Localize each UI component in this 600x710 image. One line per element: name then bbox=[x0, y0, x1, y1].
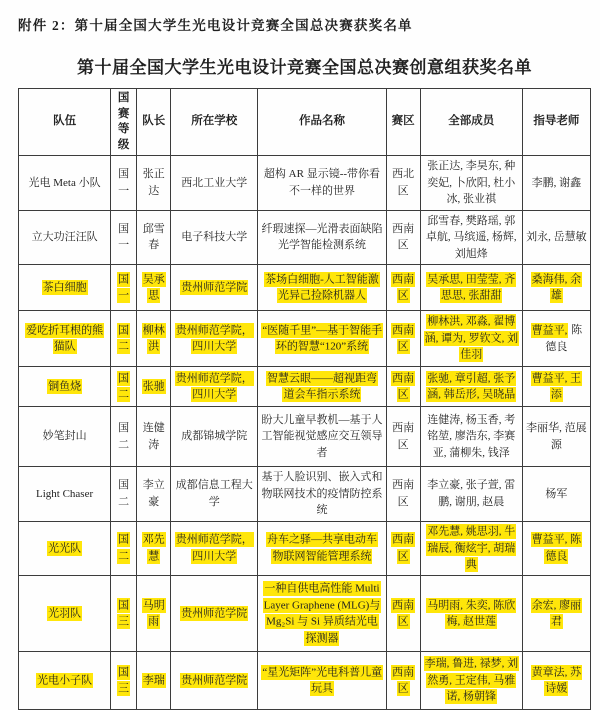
cell-text: 杨军 bbox=[545, 487, 568, 500]
cell-text: 成都锦城学院 bbox=[181, 430, 248, 443]
cell-text: 西南区 bbox=[392, 222, 415, 252]
cell-level bbox=[111, 652, 137, 710]
cell-advisors bbox=[522, 367, 590, 407]
highlighted-text: 马明雨 bbox=[142, 599, 165, 628]
cell-region bbox=[386, 467, 420, 522]
highlighted-text: “星光矩阵”光电科普儿童玩具 bbox=[262, 666, 383, 695]
table-row bbox=[19, 521, 591, 576]
highlighted-text: 舟车之驿—共享电动车物联网智能管理系统 bbox=[266, 533, 377, 563]
cell-text: 张正达 bbox=[142, 168, 165, 197]
cell-team bbox=[19, 265, 111, 311]
highlighted-text: 吴承思 bbox=[142, 273, 165, 302]
table-row bbox=[19, 576, 591, 652]
cell-region bbox=[386, 521, 420, 576]
cell-members bbox=[420, 311, 522, 367]
cell-level bbox=[111, 265, 137, 311]
cell-captain bbox=[137, 521, 171, 576]
cell-advisors bbox=[522, 265, 590, 311]
column-header-work: 作品名称 bbox=[258, 89, 386, 156]
cell-team bbox=[19, 576, 111, 652]
cell-text: 邱雪春, 樊路瑶, 郭卓航, 马缤遥, 杨辉, 刘旭烽 bbox=[425, 214, 517, 260]
highlighted-text: 张驰, 章引超, 张予涵, 韩岳形, 吴晓晶 bbox=[427, 372, 516, 401]
table-row bbox=[19, 407, 591, 467]
cell-region bbox=[386, 156, 420, 211]
highlighted-text: 国三 bbox=[118, 666, 130, 695]
cell-captain bbox=[137, 576, 171, 652]
cell-work bbox=[258, 210, 386, 265]
highlighted-text: 柳林洪, 邓淼, 翟博涵, 谭为, 罗钦文, 刘佳羽 bbox=[424, 315, 519, 361]
highlighted-text: 国二 bbox=[118, 533, 130, 563]
cell-text: 西南区 bbox=[392, 479, 415, 508]
cell-team bbox=[19, 652, 111, 710]
cell-work bbox=[258, 407, 386, 467]
cell-text: 西北工业大学 bbox=[181, 176, 248, 189]
highlighted-text: 桑海伟, 余雄 bbox=[531, 273, 582, 302]
cell-region bbox=[386, 311, 420, 367]
cell-text: 陈德良 bbox=[545, 324, 583, 353]
highlighted-text: 余宏, 廖丽君 bbox=[531, 599, 582, 628]
table-row bbox=[19, 210, 591, 265]
header-row bbox=[19, 89, 591, 156]
cell-region bbox=[386, 367, 420, 407]
awards-table-head bbox=[19, 89, 591, 156]
cell-text: 李丽华, 范展源 bbox=[526, 422, 587, 451]
cell-captain bbox=[137, 156, 171, 211]
cell-school bbox=[171, 156, 258, 211]
highlighted-text: 茶场白细胞-人工智能激光异己捡除机器人 bbox=[265, 273, 379, 302]
cell-text: 国一 bbox=[118, 168, 130, 197]
cell-text: 连健涛, 杨玉香, 考铭堃, 廖浩东, 李赛亚, 蒲柳朱, 钱泽 bbox=[427, 413, 516, 459]
cell-work bbox=[258, 576, 386, 652]
highlighted-text: 西南区 bbox=[392, 666, 415, 695]
highlighted-text: 曹益平, bbox=[531, 324, 568, 337]
cell-captain bbox=[137, 407, 171, 467]
cell-school bbox=[171, 521, 258, 576]
highlighted-text: 贵州师范学院，四川大学 bbox=[175, 533, 253, 563]
cell-members bbox=[420, 265, 522, 311]
highlighted-text: 西南区 bbox=[392, 533, 415, 563]
cell-advisors bbox=[522, 467, 590, 522]
cell-level bbox=[111, 367, 137, 407]
page-title: 第十届全国大学生光电设计竞赛全国总决赛创意组获奖名单 bbox=[77, 58, 532, 77]
cell-work bbox=[258, 652, 386, 710]
table-row bbox=[19, 467, 591, 522]
highlighted-text: 光电小子队 bbox=[37, 674, 93, 687]
cell-text: 妙笔封山 bbox=[42, 430, 87, 443]
column-header-level: 国赛等级 bbox=[111, 89, 137, 156]
cell-advisors bbox=[522, 407, 590, 467]
column-header-region: 赛区 bbox=[386, 89, 420, 156]
highlighted-text: 邓先慧, 姚思羽, 牛瑞辰, 衡炫宇, 胡瑞典 bbox=[427, 525, 516, 571]
cell-school bbox=[171, 265, 258, 311]
cell-school bbox=[171, 311, 258, 367]
cell-school bbox=[171, 652, 258, 710]
cell-text: Light Chaser bbox=[36, 487, 94, 500]
cell-advisors bbox=[522, 311, 590, 367]
cell-members bbox=[420, 367, 522, 407]
highlighted-text: 曹益平, 王添 bbox=[531, 372, 582, 401]
cell-text: 西南区 bbox=[392, 422, 415, 451]
highlighted-text: 贵州师范学院 bbox=[181, 281, 248, 294]
cell-text: 成都信息工程大学 bbox=[175, 479, 253, 508]
highlighted-text: 曹益平, 陈德良 bbox=[531, 533, 582, 563]
cell-text: 超构 AR 显示镜--带你看不一样的世界 bbox=[263, 168, 381, 197]
cell-region bbox=[386, 265, 420, 311]
cell-captain bbox=[137, 367, 171, 407]
highlighted-text: 智慧云眼——超视距弯道会车指示系统 bbox=[266, 372, 377, 401]
highlighted-text: 光羽队 bbox=[48, 607, 82, 620]
cell-text: 西北区 bbox=[392, 168, 415, 197]
cell-level bbox=[111, 467, 137, 522]
cell-team bbox=[19, 521, 111, 576]
highlighted-text: “医随千里”—基于智能手环的智慧“120”系统 bbox=[262, 324, 383, 353]
table-row bbox=[19, 156, 591, 211]
cell-members bbox=[420, 521, 522, 576]
attachment-heading: 附件 2：第十届全国大学生光电设计竞赛全国总决赛获奖名单 bbox=[18, 18, 413, 33]
cell-members bbox=[420, 210, 522, 265]
cell-team bbox=[19, 210, 111, 265]
cell-team bbox=[19, 367, 111, 407]
highlighted-text: 李瑞, 鲁进, 禄梦, 刘然勇, 王定伟, 马雅诺, 杨朝锋 bbox=[424, 657, 519, 703]
cell-members bbox=[420, 467, 522, 522]
highlighted-text: 茶白细胞 bbox=[42, 281, 87, 294]
cell-text: 国二 bbox=[118, 422, 130, 451]
cell-advisors bbox=[522, 521, 590, 576]
highlighted-text: 西南区 bbox=[392, 372, 415, 401]
cell-level bbox=[111, 576, 137, 652]
cell-level bbox=[111, 407, 137, 467]
cell-school bbox=[171, 210, 258, 265]
highlighted-text: 西南区 bbox=[392, 599, 415, 628]
cell-text: 电子科技大学 bbox=[181, 231, 248, 244]
cell-text: 李鹏, 谢鑫 bbox=[531, 176, 582, 189]
cell-text: 盼大儿童早教机—基于人工智能视觉感应交互领导者 bbox=[261, 413, 383, 459]
cell-captain bbox=[137, 265, 171, 311]
highlighted-text: 西南区 bbox=[392, 324, 415, 353]
highlighted-text: 张驰 bbox=[142, 380, 165, 393]
highlighted-text: 光光队 bbox=[48, 542, 82, 555]
highlighted-text: 贵州师范学院 bbox=[181, 607, 248, 620]
cell-team bbox=[19, 156, 111, 211]
highlighted-text: 柳林洪 bbox=[142, 324, 165, 353]
highlighted-text: 国一 bbox=[118, 273, 130, 302]
table-row bbox=[19, 265, 591, 311]
cell-text: 连健涛 bbox=[142, 422, 165, 451]
cell-level bbox=[111, 210, 137, 265]
cell-text: 国一 bbox=[118, 222, 130, 252]
highlighted-text: 李瑞 bbox=[142, 674, 165, 687]
cell-text: 张正达, 李昊东, 种奕妃, 卜欣阳, 杜小冰, 张业祺 bbox=[427, 160, 516, 206]
cell-text: 基于人脸识别、嵌入式和物联网技术的疫情防控系统 bbox=[261, 471, 383, 517]
cell-region bbox=[386, 407, 420, 467]
cell-advisors bbox=[522, 210, 590, 265]
highlighted-text: 贵州师范学院 bbox=[181, 674, 248, 687]
cell-captain bbox=[137, 311, 171, 367]
highlighted-text: 邓先慧 bbox=[142, 533, 165, 563]
cell-work bbox=[258, 265, 386, 311]
cell-region bbox=[386, 576, 420, 652]
highlighted-text: 黄章法, 苏诗媛 bbox=[531, 666, 582, 695]
cell-school bbox=[171, 367, 258, 407]
column-header-members: 全部成员 bbox=[420, 89, 522, 156]
cell-work bbox=[258, 311, 386, 367]
cell-captain bbox=[137, 210, 171, 265]
cell-region bbox=[386, 652, 420, 710]
cell-level bbox=[111, 521, 137, 576]
awards-table-body bbox=[19, 156, 591, 710]
cell-text: 光电 Meta 小队 bbox=[28, 176, 101, 189]
cell-advisors bbox=[522, 576, 590, 652]
cell-level bbox=[111, 311, 137, 367]
cell-text: 刘永, 岳慧敏 bbox=[526, 231, 587, 244]
column-header-team: 队伍 bbox=[19, 89, 111, 156]
cell-advisors bbox=[522, 156, 590, 211]
cell-team bbox=[19, 407, 111, 467]
cell-work bbox=[258, 467, 386, 522]
highlighted-text: 国二 bbox=[118, 324, 130, 353]
highlighted-text: 铜鱼烧 bbox=[48, 380, 82, 393]
highlighted-text: 国三 bbox=[118, 599, 130, 628]
highlighted-text: 西南区 bbox=[392, 273, 415, 302]
column-header-school: 所在学校 bbox=[171, 89, 258, 156]
awards-table bbox=[18, 88, 591, 710]
cell-advisors bbox=[522, 652, 590, 710]
cell-members bbox=[420, 156, 522, 211]
highlighted-text: 贵州师范学院，四川大学 bbox=[175, 324, 253, 353]
column-header-advisors: 指导老师 bbox=[522, 89, 590, 156]
cell-school bbox=[171, 467, 258, 522]
highlighted-text: 一种自供电高性能 MultiLayer Graphene (MLG)与Mg₂Si 与 Si 异质结光电探测器 bbox=[263, 582, 381, 645]
highlighted-text: 马明雨, 朱奕, 陈欣梅, 赵世莲 bbox=[427, 599, 516, 628]
cell-text: 立大功汪汪队 bbox=[31, 231, 98, 244]
table-row bbox=[19, 367, 591, 407]
cell-region bbox=[386, 210, 420, 265]
highlighted-text: 吴承思, 田莹莹, 齐思思, 张甜甜 bbox=[427, 273, 516, 302]
cell-team bbox=[19, 467, 111, 522]
cell-text: 纤瑕速探—光滑表面缺陷光学智能检测系统 bbox=[261, 222, 383, 252]
table-row bbox=[19, 311, 591, 367]
cell-level bbox=[111, 156, 137, 211]
cell-text: 李立豪 bbox=[142, 479, 165, 508]
cell-text: 李立豪, 张子萱, 雷鹏, 谢朋, 赵晨 bbox=[427, 479, 516, 508]
cell-captain bbox=[137, 467, 171, 522]
cell-text: 邱雪春 bbox=[142, 222, 165, 252]
cell-captain bbox=[137, 652, 171, 710]
cell-work bbox=[258, 156, 386, 211]
highlighted-text: 爱吃折耳根的熊猫队 bbox=[26, 324, 104, 353]
table-row bbox=[19, 652, 591, 710]
cell-school bbox=[171, 576, 258, 652]
cell-members bbox=[420, 407, 522, 467]
cell-work bbox=[258, 521, 386, 576]
cell-members bbox=[420, 576, 522, 652]
cell-school bbox=[171, 407, 258, 467]
column-header-captain: 队长 bbox=[137, 89, 171, 156]
cell-members bbox=[420, 652, 522, 710]
highlighted-text: 国二 bbox=[118, 372, 130, 401]
highlighted-text: 贵州师范学院，四川大学 bbox=[175, 372, 253, 401]
cell-work bbox=[258, 367, 386, 407]
cell-team bbox=[19, 311, 111, 367]
cell-text: 国二 bbox=[118, 479, 130, 508]
